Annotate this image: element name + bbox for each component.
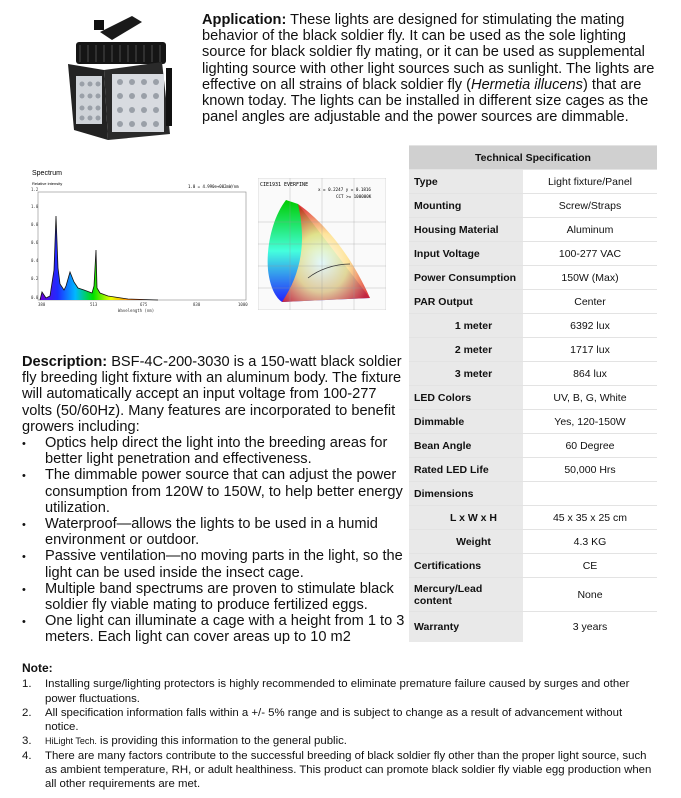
- list-item: • Waterproof—allows the lights to be used in a humid environment or outdoor.: [22, 516, 408, 548]
- xtick-label: 675: [140, 302, 148, 307]
- cie-diagram: [258, 178, 386, 310]
- spec-key: Housing Material: [409, 218, 523, 242]
- xtick-label: 1000: [238, 302, 248, 307]
- spec-table: [409, 145, 657, 642]
- cie-subtitle: EVERFINE: [284, 182, 309, 188]
- spec-value: None: [523, 578, 657, 612]
- note-text: All specification information falls within a +/- 5% range and is subject to change as a result of advancement without notice.: [45, 706, 623, 734]
- note-text: Installing surge/lighting protectors is highly recommended to eliminate premature failure caused by surges and other power fluctuations.: [45, 678, 630, 705]
- note-number: 1.: [22, 678, 32, 691]
- list-item: • Passive ventilation—no moving parts in the light, so the light can be used inside the insect cage.: [22, 548, 408, 580]
- spec-key: PAR Output: [409, 290, 523, 314]
- spec-value: Center: [523, 290, 657, 314]
- note-text: is providing this information to the general public.: [96, 735, 347, 748]
- spec-value: Screw/Straps: [523, 194, 657, 218]
- spec-value: Aluminum: [523, 218, 657, 242]
- spec-key: Power Consumption: [409, 266, 523, 290]
- spec-key: 1 meter: [409, 314, 523, 338]
- list-item: • Multiple band spectrums are proven to stimulate black soldier fly viable mating to produce fertilized eggs.: [22, 581, 408, 613]
- spec-value: Light fixture/Panel: [523, 170, 657, 194]
- spec-value: CE: [523, 554, 657, 578]
- application-heading: Application:: [202, 12, 287, 28]
- ytick-label: 0.8: [31, 222, 39, 227]
- xtick-label: 513: [90, 302, 98, 307]
- feature-list: [22, 435, 408, 646]
- notes-section: [22, 661, 652, 792]
- spec-value: [523, 482, 657, 506]
- spec-value: 864 lux: [523, 362, 657, 386]
- note-item: [22, 706, 652, 735]
- spec-value: 50,000 Hrs: [523, 458, 657, 482]
- note-number: 2.: [22, 706, 32, 719]
- note-item: [22, 677, 652, 706]
- spec-title: Technical Specification: [409, 146, 657, 170]
- spec-key: Bean Angle: [409, 434, 523, 458]
- product-photo: [62, 12, 182, 157]
- spectrum-title: Spectrum: [32, 170, 62, 177]
- spec-value: 4.3 KG: [523, 530, 657, 554]
- spec-key: Type: [409, 170, 523, 194]
- ytick-label: 0.6: [31, 240, 39, 245]
- spec-key: Input Voltage: [409, 242, 523, 266]
- spec-value: Yes, 120-150W: [523, 410, 657, 434]
- ytick-label: 1.0: [31, 204, 39, 209]
- cie-title: CIE1931: [260, 182, 282, 188]
- spec-key: 2 meter: [409, 338, 523, 362]
- list-item: • One light can illuminate a cage with a height from 1 to 3 meters. Each light can cover areas up to 10 m2: [22, 613, 408, 645]
- spec-value: 150W (Max): [523, 266, 657, 290]
- spec-value: 60 Degree: [523, 434, 657, 458]
- notes-list: [22, 677, 652, 791]
- cie-coords: x = 0.2247 y = 0.1816: [318, 187, 371, 192]
- spec-key: Mounting: [409, 194, 523, 218]
- ytick-label: 0.0: [31, 295, 39, 300]
- description-section: [22, 354, 408, 646]
- ytick-label: 0.2: [31, 276, 39, 281]
- note-item: [22, 734, 652, 748]
- note-item: [22, 749, 652, 792]
- spec-key: 3 meter: [409, 362, 523, 386]
- description-heading: Description:: [22, 354, 108, 370]
- description-intro: [22, 354, 408, 435]
- spec-value: 6392 lux: [523, 314, 657, 338]
- spectrum-graph: [28, 166, 258, 316]
- xtick-label: 830: [193, 302, 201, 307]
- spec-key: Rated LED Life: [409, 458, 523, 482]
- spec-key: Certifications: [409, 554, 523, 578]
- cie-cct: CCT >= 100000K: [336, 194, 372, 199]
- spec-value: 1717 lux: [523, 338, 657, 362]
- spec-key: Mercury/Lead content: [409, 578, 523, 612]
- application-text-1: These lights are designed for stimulating the mating behavior of the black soldier fly. It can be used as the sole lighting source for black soldier fly mating, or it can be used as supplemental lighting source with other light sources such as sunlight. The lights are effective on all strains of black soldier fly (: [202, 12, 655, 93]
- spec-key: L x W x H: [409, 506, 523, 530]
- note-number: 3.: [22, 735, 32, 748]
- description-text: BSF-4C-200-3030 is a 150-watt black soldier fly breeding light fixture with an aluminum body. The fixture will automatically accept an input voltage from 100-277 volts (50/60Hz). Many features are incorporated to benefit growers including:: [22, 354, 402, 435]
- ytick-label: 0.4: [31, 258, 39, 263]
- spec-key: Dimensions: [409, 482, 523, 506]
- spec-value: 100-277 VAC: [523, 242, 657, 266]
- spec-value: 45 x 35 x 25 cm: [523, 506, 657, 530]
- spec-value: 3 years: [523, 612, 657, 642]
- notes-heading: Note:: [22, 661, 53, 675]
- application-paragraph: [202, 12, 662, 125]
- spec-key: LED Colors: [409, 386, 523, 410]
- ytick-label: 1.2: [31, 187, 39, 192]
- spectrum-xlabel: Wavelength (nm): [118, 308, 155, 313]
- spectrum-header-text: 1.0 = 4.990e+002mW/nm: [188, 184, 239, 189]
- spectrum-ylabel: Relative intensity: [32, 181, 63, 186]
- spec-value: UV, B, G, White: [523, 386, 657, 410]
- note-text: There are many factors contribute to the successful breeding of black soldier fly other than the proper light source, such as ambient temperature, RH, or adult healthiness. This product can promote black soldier fly viable egg production when all other requirements are met.: [45, 749, 652, 791]
- brand-name: HiLight Tech.: [45, 736, 97, 747]
- spec-key: Warranty: [409, 612, 523, 642]
- species-name: Hermetia illucens: [471, 76, 583, 93]
- list-item: • Optics help direct the light into the breeding areas for better light penetration and effectiveness.: [22, 435, 408, 467]
- xtick-label: 380: [38, 302, 46, 307]
- application-text-2: ) that are known today. The lights can be installed in different size cages as the panel angles are adjustable and the power sources are dimmable.: [202, 76, 649, 126]
- spec-key: Dimmable: [409, 410, 523, 434]
- spec-key: Weight: [409, 530, 523, 554]
- note-number: 4.: [22, 749, 32, 762]
- list-item: • The dimmable power source that can adjust the power consumption from 120W to 150W, to help better energy utilization.: [22, 467, 408, 516]
